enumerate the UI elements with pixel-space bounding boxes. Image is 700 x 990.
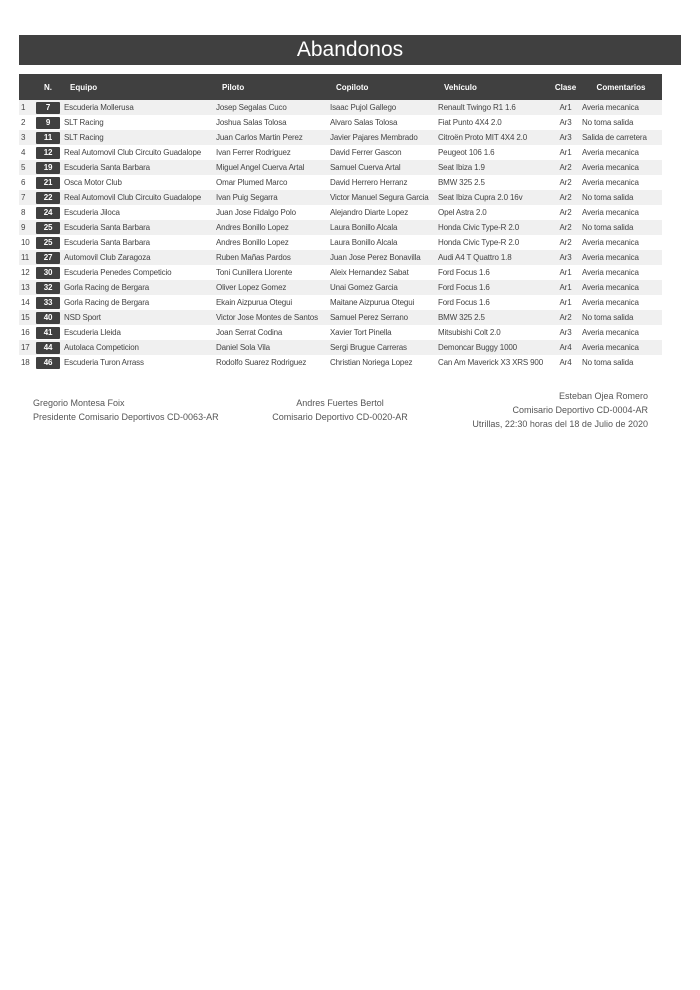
cell-pos: 4 [21,148,26,157]
cell-num [34,100,62,115]
cell-equipo: Escuderia Jiloca [64,208,120,217]
signature-right-role: Comisario Deportivo CD-0004-AR [512,405,648,415]
cell-piloto: Juan Jose Fidalgo Polo [216,208,296,217]
cell-pos: 10 [21,238,30,247]
cell-vehiculo: Renault Twingo R1 1.6 [438,103,516,112]
cell-pos: 16 [21,328,30,337]
cell-num [34,160,62,175]
car-number-badge: 12 [36,147,60,159]
table-row [19,130,662,145]
cell-equipo: Automovil Club Zaragoza [64,253,151,262]
cell-num [34,310,62,325]
car-number-badge: 44 [36,342,60,354]
cell-pos: 11 [21,253,30,262]
cell-equipo: Escuderia Lleida [64,328,121,337]
cell-copiloto: Juan Jose Perez Bonavilla [330,253,421,262]
cell-equipo: Autolaca Competicion [64,343,139,352]
cell-comentarios: Averia mecanica [582,103,639,112]
table-row [19,340,662,355]
cell-comentarios: Averia mecanica [582,268,639,277]
cell-num [34,325,62,340]
cell-equipo: Real Automovil Club Circuito Guadalope [64,148,202,157]
cell-copiloto: Xavier Tort Pinella [330,328,392,337]
car-number-badge: 27 [36,252,60,264]
cell-vehiculo: Honda Civic Type-R 2.0 [438,238,520,247]
cell-vehiculo: Seat Ibiza 1.9 [438,163,485,172]
cell-vehiculo: Demoncar Buggy 1000 [438,343,517,352]
signature-left-role: Presidente Comisario Deportivos CD-0063-AR [33,412,219,422]
table-row [19,295,662,310]
cell-vehiculo: Fiat Punto 4X4 2.0 [438,118,502,127]
cell-pos: 17 [21,343,30,352]
cell-pos: 18 [21,358,30,367]
header-equipo: Equipo [70,82,98,92]
cell-vehiculo: Honda Civic Type-R 2.0 [438,223,520,232]
car-number-badge: 9 [36,117,60,129]
cell-comentarios: Averia mecanica [582,148,639,157]
cell-piloto: Andres Bonillo Lopez [216,238,289,247]
cell-piloto: Ivan Puig Segarra [216,193,278,202]
cell-vehiculo: Citroën Proto MIT 4X4 2.0 [438,133,528,142]
cell-pos: 3 [21,133,26,142]
cell-copiloto: Alvaro Salas Tolosa [330,118,398,127]
car-number-badge: 46 [36,357,60,369]
cell-equipo: Escuderia Santa Barbara [64,163,150,172]
cell-piloto: Daniel Sola Vila [216,343,270,352]
cell-num [34,235,62,250]
cell-copiloto: Alejandro Diarte Lopez [330,208,409,217]
cell-comentarios: Averia mecanica [582,298,639,307]
cell-num [34,295,62,310]
cell-piloto: Juan Carlos Martin Perez [216,133,303,142]
cell-copiloto: Samuel Perez Serrano [330,313,408,322]
cell-clase: Ar2 [559,238,572,247]
table-row [19,145,662,160]
cell-equipo: Escuderia Mollerusa [64,103,134,112]
cell-piloto: Miguel Angel Cuerva Artal [216,163,305,172]
cell-copiloto: David Herrero Herranz [330,178,408,187]
cell-vehiculo: Ford Focus 1.6 [438,298,490,307]
car-number-badge: 11 [36,132,60,144]
cell-vehiculo: Ford Focus 1.6 [438,283,490,292]
cell-piloto: Andres Bonillo Lopez [216,223,289,232]
page-title: Abandonos [19,35,681,65]
cell-pos: 15 [21,313,30,322]
cell-piloto: Victor Jose Montes de Santos [216,313,318,322]
table-row [19,280,662,295]
header-copiloto: Copiloto [336,82,369,92]
table-header-row [19,74,662,100]
table-row [19,100,662,115]
car-number-badge: 25 [36,222,60,234]
car-number-badge: 32 [36,282,60,294]
cell-vehiculo: BMW 325 2.5 [438,313,485,322]
header-vehiculo: Vehículo [444,82,477,92]
cell-pos: 2 [21,118,26,127]
cell-copiloto: Maitane Aizpurua Otegui [330,298,415,307]
table-row [19,175,662,190]
cell-vehiculo: BMW 325 2.5 [438,178,485,187]
cell-clase: Ar2 [559,178,572,187]
cell-equipo: SLT Racing [64,133,104,142]
cell-clase: Ar2 [559,193,572,202]
cell-pos: 9 [21,223,26,232]
cell-clase: Ar2 [559,313,572,322]
cell-clase: Ar3 [559,118,572,127]
cell-num [34,190,62,205]
cell-num [34,250,62,265]
cell-clase: Ar3 [559,133,572,142]
cell-comentarios: Averia mecanica [582,208,639,217]
cell-clase: Ar3 [559,253,572,262]
cell-copiloto: Samuel Cuerva Artal [330,163,401,172]
signature-left [33,396,219,424]
table-row [19,310,662,325]
table-row [19,325,662,340]
table-row [19,220,662,235]
cell-copiloto: Aleix Hernandez Sabat [330,268,409,277]
cell-comentarios: Averia mecanica [582,163,639,172]
signature-left-name: Gregorio Montesa Foix [33,398,125,408]
car-number-badge: 19 [36,162,60,174]
cell-pos: 6 [21,178,26,187]
table-row [19,235,662,250]
abandonos-table [19,74,662,370]
cell-vehiculo: Seat Ibiza Cupra 2.0 16v [438,193,523,202]
cell-comentarios: Salida de carretera [582,133,647,142]
cell-comentarios: Averia mecanica [582,238,639,247]
cell-vehiculo: Audi A4 T Quattro 1.8 [438,253,512,262]
cell-copiloto: Victor Manuel Segura Garcia [330,193,429,202]
cell-num [34,265,62,280]
cell-num [34,115,62,130]
cell-clase: Ar1 [559,283,572,292]
cell-equipo: Osca Motor Club [64,178,122,187]
cell-equipo: Gorla Racing de Bergara [64,283,150,292]
table-row [19,190,662,205]
cell-piloto: Ekain Aizpurua Otegui [216,298,293,307]
cell-vehiculo: Mitsubishi Colt 2.0 [438,328,501,337]
header-num: N. [44,82,52,92]
cell-equipo: Escuderia Penedes Competicio [64,268,172,277]
cell-clase: Ar3 [559,328,572,337]
cell-copiloto: Sergi Brugue Carreras [330,343,407,352]
signature-center-role: Comisario Deportivo CD-0020-AR [272,412,408,422]
header-clase: Clase [554,82,577,92]
cell-equipo: Gorla Racing de Bergara [64,298,150,307]
cell-vehiculo: Can Am Maverick X3 XRS 900 [438,358,544,367]
table-row [19,115,662,130]
signature-center [267,396,413,424]
table-row [19,205,662,220]
cell-copiloto: Laura Bonillo Alcala [330,238,398,247]
cell-num [34,145,62,160]
table-row [19,265,662,280]
header-comentarios: Comentarios [596,82,646,92]
cell-copiloto: Christian Noriega Lopez [330,358,413,367]
cell-comentarios: No toma salida [582,358,634,367]
cell-equipo: NSD Sport [64,313,101,322]
table-row [19,250,662,265]
car-number-badge: 7 [36,102,60,114]
cell-pos: 14 [21,298,30,307]
cell-piloto: Ruben Mañas Pardos [216,253,291,262]
cell-clase: Ar1 [559,103,572,112]
signature-date: Utrillas, 22:30 horas del 18 de Julio de 2020 [472,419,648,429]
cell-clase: Ar4 [559,343,572,352]
cell-comentarios: Averia mecanica [582,253,639,262]
cell-comentarios: No toma salida [582,313,634,322]
cell-comentarios: Averia mecanica [582,178,639,187]
cell-vehiculo: Opel Astra 2.0 [438,208,487,217]
table-body [19,100,662,370]
cell-clase: Ar2 [559,223,572,232]
car-number-badge: 41 [36,327,60,339]
header-pos [19,74,34,100]
cell-clase: Ar1 [559,148,572,157]
cell-clase: Ar1 [559,298,572,307]
car-number-badge: 21 [36,177,60,189]
cell-copiloto: David Ferrer Gascon [330,148,402,157]
signature-right-name: Esteban Ojea Romero [558,391,648,401]
car-number-badge: 24 [36,207,60,219]
signature-center-name: Andres Fuertes Bertol [296,398,384,408]
cell-num [34,220,62,235]
cell-num [34,205,62,220]
cell-comentarios: No toma salida [582,223,634,232]
car-number-badge: 40 [36,312,60,324]
cell-clase: Ar1 [559,268,572,277]
cell-equipo: Escuderia Turon Arrass [64,358,144,367]
cell-comentarios: Averia mecanica [582,283,639,292]
cell-piloto: Rodolfo Suarez Rodriguez [216,358,307,367]
cell-vehiculo: Peugeot 106 1.6 [438,148,495,157]
cell-equipo: Real Automovil Club Circuito Guadalope [64,193,202,202]
cell-num [34,280,62,295]
cell-piloto: Ivan Ferrer Rodriguez [216,148,291,157]
cell-num [34,130,62,145]
cell-pos: 7 [21,193,26,202]
car-number-badge: 30 [36,267,60,279]
cell-piloto: Joan Serrat Codina [216,328,283,337]
cell-comentarios: No toma salida [582,118,634,127]
cell-piloto: Omar Plumed Marco [216,178,288,187]
cell-piloto: Josep Segalas Cuco [216,103,287,112]
car-number-badge: 22 [36,192,60,204]
table-row [19,160,662,175]
cell-num [34,355,62,370]
cell-copiloto: Isaac Pujol Gallego [330,103,397,112]
cell-comentarios: Averia mecanica [582,328,639,337]
cell-copiloto: Javier Pajares Membrado [330,133,418,142]
cell-pos: 1 [21,103,26,112]
car-number-badge: 33 [36,297,60,309]
cell-equipo: Escuderia Santa Barbara [64,223,150,232]
cell-clase: Ar2 [559,208,572,217]
cell-copiloto: Laura Bonillo Alcala [330,223,398,232]
cell-pos: 12 [21,268,30,277]
cell-vehiculo: Ford Focus 1.6 [438,268,490,277]
car-number-badge: 25 [36,237,60,249]
cell-copiloto: Unai Gomez Garcia [330,283,398,292]
cell-piloto: Joshua Salas Tolosa [216,118,287,127]
cell-clase: Ar4 [559,358,572,367]
cell-comentarios: Averia mecanica [582,343,639,352]
cell-comentarios: No toma salida [582,193,634,202]
cell-pos: 5 [21,163,26,172]
signature-right [472,389,648,431]
header-piloto: Piloto [222,82,245,92]
cell-num [34,340,62,355]
cell-pos: 8 [21,208,26,217]
table-row [19,355,662,370]
cell-clase: Ar2 [559,163,572,172]
cell-piloto: Toni Cunillera Llorente [216,268,293,277]
cell-pos: 13 [21,283,30,292]
cell-equipo: Escuderia Santa Barbara [64,238,150,247]
cell-piloto: Oliver Lopez Gomez [216,283,287,292]
cell-equipo: SLT Racing [64,118,104,127]
cell-num [34,175,62,190]
